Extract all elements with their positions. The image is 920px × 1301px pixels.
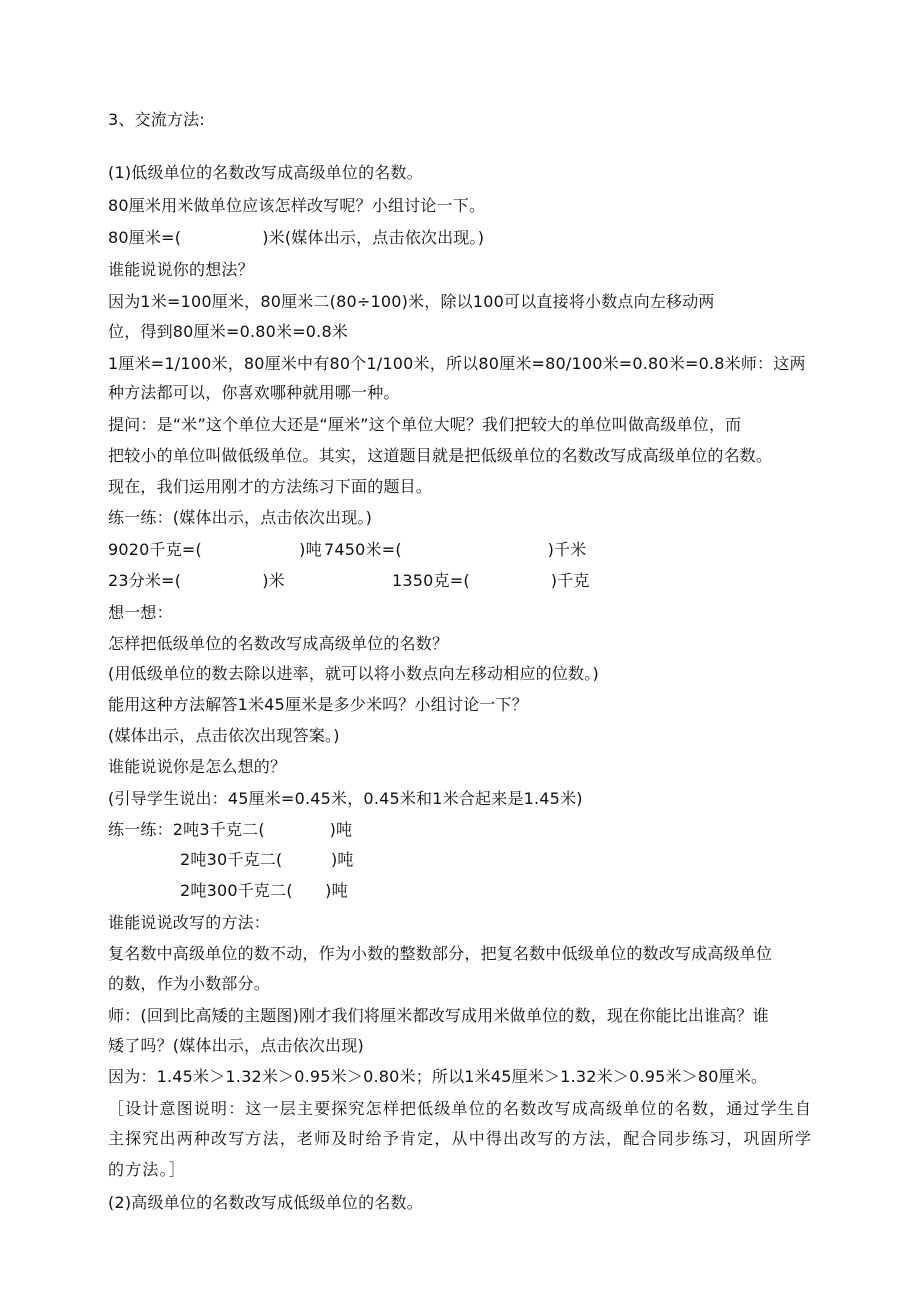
text-line: 因为1米=100厘米，80厘米二(80÷100)米，除以100可以直接将小数点向左移动两 (108, 292, 715, 311)
text-line: 师：(回到比高矮的主题图)刚才我们将厘米都改写成用米做单位的数，现在你能比出谁高？谁 (108, 1006, 769, 1025)
design-note-line: 主探究出两种改写方法，老师及时给予肯定，从中得出改写的方法，配合同步练习，巩固所学 (108, 1129, 813, 1148)
text-line: 1厘米=1/100米，80厘米中有80个1/100米，所以80厘米=80/100米=0.80米=0.8米师：这两 (108, 354, 806, 373)
text-line: 80厘米用米做单位应该怎样改写呢？小组讨论一下。 (108, 196, 486, 215)
text-line: (用低级单位的数去除以进率，就可以将小数点向左移动相应的位数。) (108, 664, 599, 683)
subsection-heading: (2)高级单位的名数改写成低级单位的名数。 (108, 1193, 423, 1212)
design-note-line: 的方法。］ (108, 1160, 187, 1179)
practice-item: 2吨30千克二( )吨 (180, 850, 354, 869)
exercise-item: 1350克=( )千克 (392, 571, 590, 590)
text-line: (媒体出示，点击依次出现答案。) (108, 726, 340, 745)
exercise-item: 9020千克=( )吨 (108, 540, 322, 559)
exercise-row (108, 571, 708, 591)
text-line: 复名数中高级单位的数不动，作为小数的整数部分，把复名数中低级单位的数改写成高级单位 (108, 944, 773, 963)
comparison-line: 因为：1.45米＞1.32米＞0.95米＞0.80米；所以1米45厘米＞1.32米＞0.95米＞80厘米。 (108, 1067, 768, 1086)
text-line: 的数，作为小数部分。 (108, 974, 271, 993)
exercise-row (108, 540, 708, 560)
text-line: 练一练：(媒体出示，点击依次出现。) (108, 508, 373, 527)
text-line: 位，得到80厘米=0.80米=0.8米 (108, 322, 349, 341)
practice-item: 2吨300千克二( )吨 (180, 881, 348, 900)
text-line: 谁能说说你的想法？ (108, 260, 254, 279)
text-line: 把较小的单位叫做低级单位。其实，这道题目就是把低级单位的名数改写成高级单位的名数。 (108, 446, 773, 465)
text-line: 种方法都可以，你喜欢哪种就用哪一种。 (108, 383, 400, 402)
text-line: 想一想： (108, 603, 173, 622)
text-line: 提问：是“米”这个单位大还是“厘米”这个单位大呢？我们把较大的单位叫做高级单位，而 (108, 415, 742, 434)
exercise-item: 7450米=( )千米 (324, 540, 587, 559)
text-line: (引导学生说出：45厘米=0.45米，0.45米和1米合起来是1.45米) (108, 789, 583, 808)
text-line: 谁能说说你是怎么想的？ (108, 757, 287, 776)
text-line: 80厘米=( )米(媒体出示，点击依次出现。) (108, 228, 485, 247)
text-line: 现在，我们运用刚才的方法练习下面的题目。 (108, 477, 433, 496)
design-note-line: ［设计意图说明：这一层主要探究怎样把低级单位的名数改写成高级单位的名数，通过学生自 (108, 1099, 813, 1118)
section-heading: 3、交流方法: (108, 110, 205, 129)
text-line: 怎样把低级单位的名数改写成高级单位的名数？ (108, 634, 449, 653)
subsection-heading: (1)低级单位的名数改写成高级单位的名数。 (108, 163, 423, 182)
text-line: 谁能说说改写的方法： (108, 913, 271, 932)
text-line: 矮了吗？(媒体出示，点击依次出现) (108, 1036, 364, 1055)
text-line: 能用这种方法解答1米45厘米是多少米吗？小组讨论一下？ (108, 695, 528, 714)
text-line: 练一练：2吨3千克二( )吨 (108, 820, 353, 839)
exercise-item: 23分米=( )米 (108, 571, 285, 590)
